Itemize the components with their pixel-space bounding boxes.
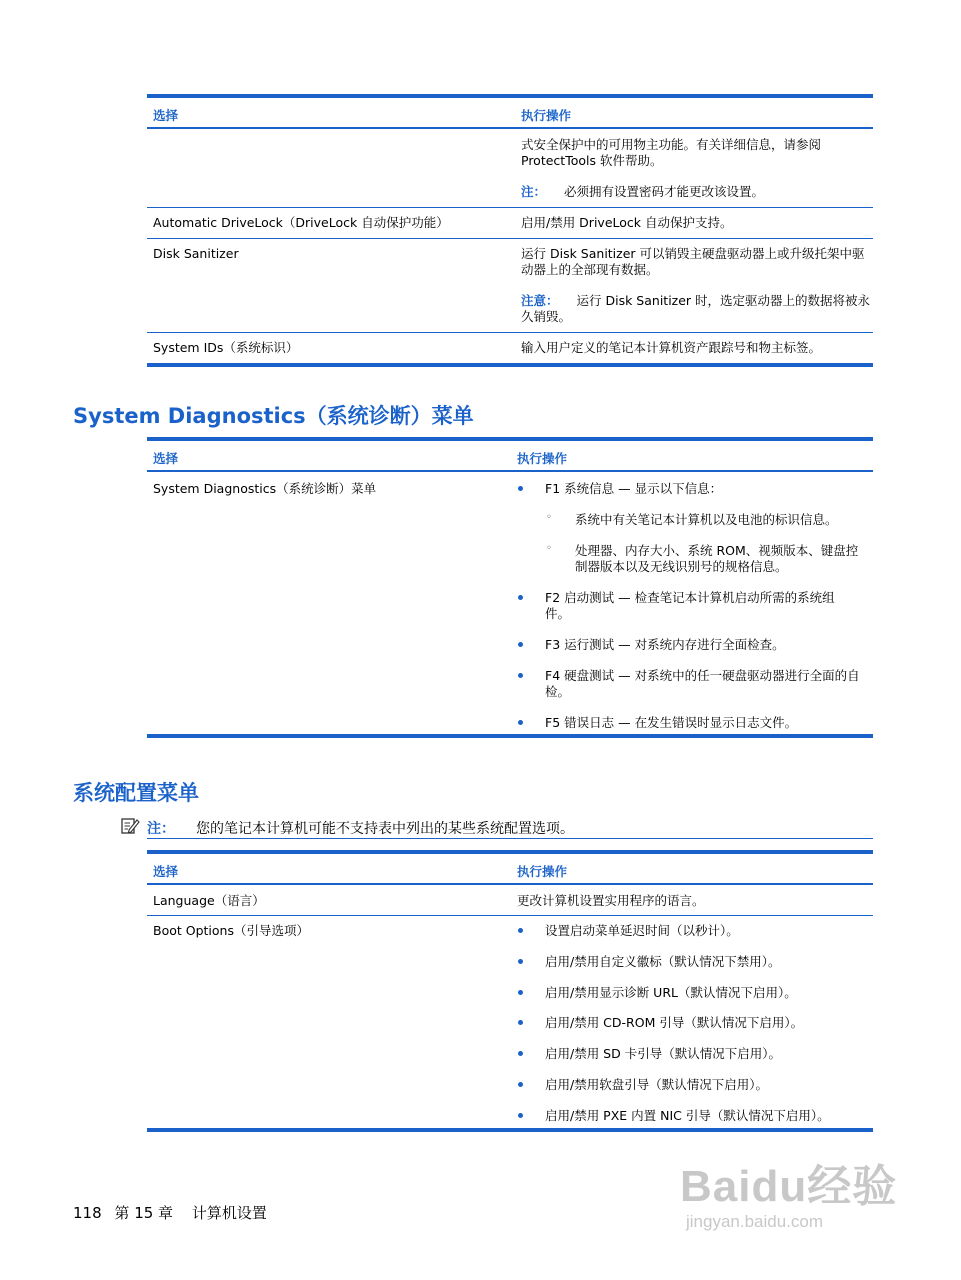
bullet-icon — [518, 1082, 523, 1087]
table-row — [147, 472, 873, 734]
bullet-icon — [518, 486, 523, 491]
list-item: 启用/禁用 PXE 内置 NIC 引导（默认情况下启用）。 — [545, 1108, 830, 1123]
col-header-option: 选择 — [153, 451, 179, 466]
note-text: 您的笔记本计算机可能不支持表中列出的某些系统配置选项。 — [196, 821, 574, 837]
list-item: 启用/禁用显示诊断 URL（默认情况下启用）。 — [545, 985, 797, 1000]
bullet-icon — [518, 720, 523, 725]
section-title-config: 系统配置菜单 — [73, 781, 199, 805]
table-1 — [147, 94, 873, 367]
option-label: Boot Options（引导选项） — [153, 923, 309, 938]
bullet-icon — [518, 959, 523, 964]
option-label: System Diagnostics（系统诊断）菜单 — [153, 481, 377, 496]
col-header-action: 执行操作 — [517, 864, 568, 879]
list-item: F3 运行测试 — 对系统内存进行全面检查。 — [545, 637, 785, 652]
table-row — [147, 129, 873, 208]
table-row — [147, 333, 873, 363]
watermark-url: jingyan.baidu.com — [686, 1212, 824, 1231]
note-icon — [120, 816, 140, 840]
list-item: 检。 — [545, 684, 571, 699]
list-item: F1 系统信息 — 显示以下信息： — [545, 481, 723, 496]
table-bottom-bar — [147, 363, 873, 367]
bullet-icon — [518, 673, 523, 678]
bullet-icon — [518, 1113, 523, 1118]
sub-list-item: 处理器、内存大小、系统 ROM、视频版本、键盘控 — [575, 543, 859, 558]
bullet-icon — [518, 990, 523, 995]
table-row — [147, 885, 873, 916]
table-3 — [147, 850, 873, 1132]
caution-label: 注意： — [521, 293, 559, 308]
note-box — [147, 816, 873, 839]
chapter-title: 计算机设置 — [191, 1204, 267, 1222]
cell-text: 启用/禁用 DriveLock 自动保护支持。 — [521, 215, 733, 230]
note-label: 注： — [521, 184, 547, 199]
list-item: F4 硬盘测试 — 对系统中的任一硬盘驱动器进行全面的自 — [545, 668, 860, 683]
cell-text: 运行 Disk Sanitizer 可以销毁主硬盘驱动器上或升级托架中驱 — [521, 246, 865, 261]
option-label: Disk Sanitizer — [153, 246, 239, 261]
page-footer — [73, 1202, 267, 1223]
table-2 — [147, 437, 873, 738]
table-header — [147, 98, 873, 129]
bullet-icon — [518, 928, 523, 933]
table-header — [147, 441, 873, 472]
table-row — [147, 239, 873, 333]
list-item: 件。 — [545, 606, 571, 621]
baidu-watermark — [680, 1150, 897, 1232]
sub-bullet-icon: ◦ — [546, 543, 552, 554]
option-label: Language（语言） — [153, 893, 265, 908]
page-number: 118 — [73, 1204, 102, 1222]
list-item: 启用/禁用 SD 卡引导（默认情况下启用）。 — [545, 1046, 781, 1061]
cell-text: 式安全保护中的可用物主功能。有关详细信息，请参阅 — [521, 137, 822, 152]
bullet-icon — [518, 1051, 523, 1056]
bullet-icon — [518, 1020, 523, 1025]
bullet-icon — [518, 595, 523, 600]
note-text: 久销毁。 — [521, 309, 572, 324]
table-row — [147, 208, 873, 239]
sub-bullet-icon: ◦ — [546, 512, 552, 523]
table-bottom-bar — [147, 1128, 873, 1132]
watermark-brand: Baidu经验 — [680, 1162, 898, 1211]
note-text: 必须拥有设置密码才能更改该设置。 — [564, 184, 765, 199]
cell-text: 更改计算机设置实用程序的语言。 — [517, 893, 705, 908]
bullet-icon — [518, 642, 523, 647]
table-bottom-bar — [147, 734, 873, 738]
sub-list-item: 制器版本以及无线识别号的规格信息。 — [575, 559, 788, 574]
cell-text: ProtectTools 软件帮助。 — [521, 153, 663, 168]
col-header-action: 执行操作 — [517, 451, 568, 466]
list-item: F5 错误日志 — 在发生错误时显示日志文件。 — [545, 715, 798, 730]
col-header-option: 选择 — [153, 864, 179, 879]
note-label: 注： — [147, 821, 175, 837]
list-item: 启用/禁用 CD-ROM 引导（默认情况下启用）。 — [545, 1015, 804, 1030]
sub-list-item: 系统中有关笔记本计算机以及电池的标识信息。 — [575, 512, 838, 527]
cell-text: 动器上的全部现有数据。 — [521, 262, 659, 277]
table-header — [147, 854, 873, 885]
list-item: 启用/禁用自定义徽标（默认情况下禁用）。 — [545, 954, 781, 969]
list-item: F2 启动测试 — 检查笔记本计算机启动所需的系统组 — [545, 590, 835, 605]
option-label: Automatic DriveLock（DriveLock 自动保护功能） — [153, 215, 449, 230]
cell-text: 输入用户定义的笔记本计算机资产跟踪号和物主标签。 — [521, 340, 822, 355]
section-title-diagnostics: System Diagnostics（系统诊断）菜单 — [73, 404, 474, 428]
col-header-action: 执行操作 — [521, 108, 572, 123]
list-item: 设置启动菜单延迟时间（以秒计）。 — [545, 923, 739, 938]
chapter-number: 第 15 章 — [114, 1204, 174, 1222]
col-header-option: 选择 — [153, 108, 179, 123]
option-label: System IDs（系统标识） — [153, 340, 299, 355]
note-text: 运行 Disk Sanitizer 时，选定驱动器上的数据将被永 — [576, 293, 871, 308]
table-row — [147, 916, 873, 1128]
list-item: 启用/禁用软盘引导（默认情况下启用）。 — [545, 1077, 768, 1092]
